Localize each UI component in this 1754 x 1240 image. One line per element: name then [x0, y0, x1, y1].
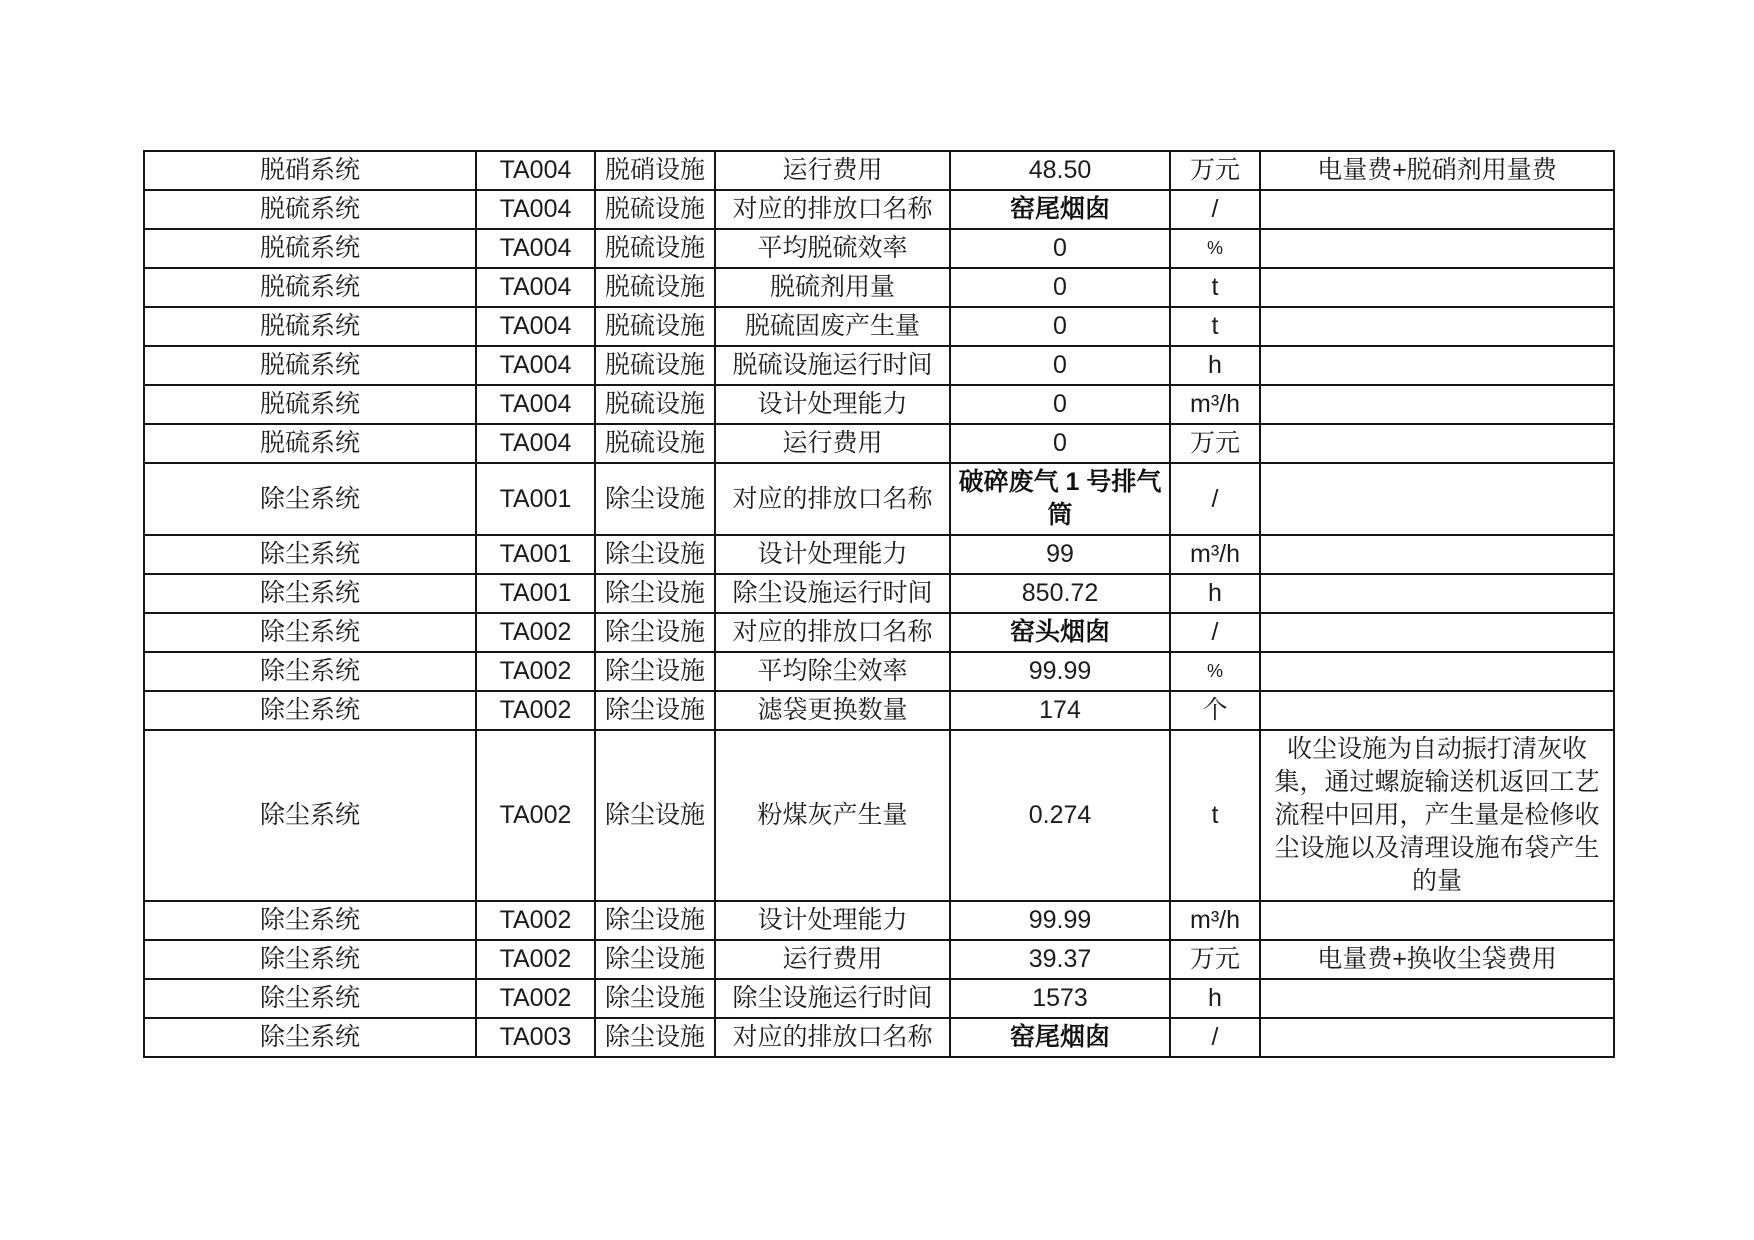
metric-name-cell: 运行费用 — [715, 151, 950, 190]
facility-type-cell: 脱硫设施 — [595, 346, 715, 385]
remark-cell: 电量费+脱硝剂用量费 — [1260, 151, 1614, 190]
table-row — [144, 535, 1614, 574]
facility-type-cell: 除尘设施 — [595, 535, 715, 574]
metric-unit-cell: m³/h — [1170, 535, 1260, 574]
metric-unit-cell: % — [1170, 652, 1260, 691]
metric-value-cell: 0 — [950, 268, 1170, 307]
system-name-cell: 除尘系统 — [144, 574, 476, 613]
outlet-code-cell: TA002 — [476, 691, 595, 730]
table-row — [144, 151, 1614, 190]
facility-type-cell: 除尘设施 — [595, 463, 715, 535]
table-row — [144, 229, 1614, 268]
outlet-code-cell: TA004 — [476, 268, 595, 307]
metric-value-cell: 99 — [950, 535, 1170, 574]
remark-cell — [1260, 385, 1614, 424]
facility-type-cell: 脱硫设施 — [595, 385, 715, 424]
system-name-cell: 除尘系统 — [144, 691, 476, 730]
metric-value-cell: 窑尾烟囱 — [950, 190, 1170, 229]
metric-value-cell: 0 — [950, 385, 1170, 424]
metric-value-cell: 850.72 — [950, 574, 1170, 613]
metric-unit-cell: / — [1170, 1018, 1260, 1057]
metric-unit-cell: m³/h — [1170, 385, 1260, 424]
table-row — [144, 346, 1614, 385]
metric-name-cell: 除尘设施运行时间 — [715, 979, 950, 1018]
facility-type-cell: 除尘设施 — [595, 901, 715, 940]
table-row — [144, 901, 1614, 940]
metric-value-cell: 174 — [950, 691, 1170, 730]
metric-name-cell: 对应的排放口名称 — [715, 1018, 950, 1057]
metric-name-cell: 设计处理能力 — [715, 535, 950, 574]
metric-name-cell: 平均脱硫效率 — [715, 229, 950, 268]
table-row — [144, 613, 1614, 652]
table-row — [144, 190, 1614, 229]
metric-value-cell: 窑头烟囱 — [950, 613, 1170, 652]
table-row — [144, 979, 1614, 1018]
metric-unit-cell: m³/h — [1170, 901, 1260, 940]
metric-value-cell: 99.99 — [950, 901, 1170, 940]
remark-cell — [1260, 574, 1614, 613]
metric-name-cell: 平均除尘效率 — [715, 652, 950, 691]
facility-type-cell: 除尘设施 — [595, 613, 715, 652]
outlet-code-cell: TA002 — [476, 613, 595, 652]
remark-cell — [1260, 901, 1614, 940]
metric-unit-cell: h — [1170, 346, 1260, 385]
table-row — [144, 1018, 1614, 1057]
remark-cell — [1260, 979, 1614, 1018]
facility-type-cell: 除尘设施 — [595, 691, 715, 730]
outlet-code-cell: TA001 — [476, 463, 595, 535]
metric-unit-cell: % — [1170, 229, 1260, 268]
table-row — [144, 463, 1614, 535]
metric-value-cell: 0 — [950, 307, 1170, 346]
system-name-cell: 除尘系统 — [144, 613, 476, 652]
table-row — [144, 940, 1614, 979]
metric-name-cell: 脱硫设施运行时间 — [715, 346, 950, 385]
metric-unit-cell: / — [1170, 190, 1260, 229]
system-name-cell: 除尘系统 — [144, 940, 476, 979]
metric-name-cell: 运行费用 — [715, 424, 950, 463]
metric-name-cell: 对应的排放口名称 — [715, 190, 950, 229]
metric-value-cell: 0 — [950, 346, 1170, 385]
remark-cell — [1260, 424, 1614, 463]
outlet-code-cell: TA003 — [476, 1018, 595, 1057]
metric-value-cell: 48.50 — [950, 151, 1170, 190]
remark-cell — [1260, 268, 1614, 307]
facility-type-cell: 除尘设施 — [595, 1018, 715, 1057]
system-name-cell: 脱硫系统 — [144, 307, 476, 346]
metric-value-cell: 1573 — [950, 979, 1170, 1018]
outlet-code-cell: TA002 — [476, 730, 595, 901]
outlet-code-cell: TA004 — [476, 307, 595, 346]
table-row — [144, 268, 1614, 307]
remark-cell — [1260, 307, 1614, 346]
facility-type-cell: 除尘设施 — [595, 652, 715, 691]
table-row — [144, 307, 1614, 346]
metric-name-cell: 除尘设施运行时间 — [715, 574, 950, 613]
metric-unit-cell: 万元 — [1170, 151, 1260, 190]
metric-unit-cell: t — [1170, 730, 1260, 901]
facility-type-cell: 除尘设施 — [595, 979, 715, 1018]
metric-unit-cell: / — [1170, 613, 1260, 652]
system-name-cell: 除尘系统 — [144, 1018, 476, 1057]
system-name-cell: 除尘系统 — [144, 979, 476, 1018]
outlet-code-cell: TA004 — [476, 190, 595, 229]
metric-value-cell: 窑尾烟囱 — [950, 1018, 1170, 1057]
metric-unit-cell: 万元 — [1170, 940, 1260, 979]
remark-cell — [1260, 346, 1614, 385]
metric-value-cell: 0 — [950, 424, 1170, 463]
table-row — [144, 691, 1614, 730]
outlet-code-cell: TA004 — [476, 151, 595, 190]
remark-cell: 电量费+换收尘袋费用 — [1260, 940, 1614, 979]
system-name-cell: 脱硝系统 — [144, 151, 476, 190]
facility-type-cell: 脱硫设施 — [595, 307, 715, 346]
metric-value-cell: 0.274 — [950, 730, 1170, 901]
metric-unit-cell: / — [1170, 463, 1260, 535]
remark-cell — [1260, 613, 1614, 652]
metric-unit-cell: h — [1170, 979, 1260, 1018]
outlet-code-cell: TA001 — [476, 535, 595, 574]
outlet-code-cell: TA002 — [476, 940, 595, 979]
metric-name-cell: 设计处理能力 — [715, 901, 950, 940]
outlet-code-cell: TA004 — [476, 229, 595, 268]
outlet-code-cell: TA001 — [476, 574, 595, 613]
remark-cell: 收尘设施为自动振打清灰收集，通过螺旋输送机返回工艺流程中回用，产生量是检修收尘设施以及清理设施布袋产生的量 — [1260, 730, 1614, 901]
metric-name-cell: 对应的排放口名称 — [715, 613, 950, 652]
system-name-cell: 脱硫系统 — [144, 190, 476, 229]
remark-cell — [1260, 652, 1614, 691]
system-name-cell: 除尘系统 — [144, 730, 476, 901]
outlet-code-cell: TA002 — [476, 652, 595, 691]
system-name-cell: 脱硫系统 — [144, 346, 476, 385]
metric-value-cell: 破碎废气 1 号排气筒 — [950, 463, 1170, 535]
remark-cell — [1260, 229, 1614, 268]
metric-unit-cell: t — [1170, 307, 1260, 346]
table-row — [144, 424, 1614, 463]
system-name-cell: 脱硫系统 — [144, 268, 476, 307]
metric-name-cell: 脱硫固废产生量 — [715, 307, 950, 346]
facility-type-cell: 除尘设施 — [595, 940, 715, 979]
facility-type-cell: 脱硫设施 — [595, 268, 715, 307]
remark-cell — [1260, 463, 1614, 535]
table-row — [144, 385, 1614, 424]
metric-name-cell: 对应的排放口名称 — [715, 463, 950, 535]
system-name-cell: 除尘系统 — [144, 652, 476, 691]
table-row — [144, 574, 1614, 613]
system-name-cell: 除尘系统 — [144, 463, 476, 535]
metric-value-cell: 99.99 — [950, 652, 1170, 691]
facility-type-cell: 除尘设施 — [595, 730, 715, 901]
metric-name-cell: 脱硫剂用量 — [715, 268, 950, 307]
table-row — [144, 652, 1614, 691]
system-name-cell: 脱硫系统 — [144, 385, 476, 424]
outlet-code-cell: TA004 — [476, 424, 595, 463]
metric-unit-cell: t — [1170, 268, 1260, 307]
facility-type-cell: 脱硫设施 — [595, 190, 715, 229]
outlet-code-cell: TA002 — [476, 979, 595, 1018]
metric-unit-cell: 万元 — [1170, 424, 1260, 463]
metric-unit-cell: 个 — [1170, 691, 1260, 730]
system-name-cell: 除尘系统 — [144, 901, 476, 940]
table-row — [144, 730, 1614, 901]
metric-name-cell: 滤袋更换数量 — [715, 691, 950, 730]
system-name-cell: 脱硫系统 — [144, 229, 476, 268]
outlet-code-cell: TA002 — [476, 901, 595, 940]
metric-name-cell: 粉煤灰产生量 — [715, 730, 950, 901]
system-name-cell: 脱硫系统 — [144, 424, 476, 463]
facility-metrics-table — [143, 150, 1615, 1058]
outlet-code-cell: TA004 — [476, 385, 595, 424]
metric-value-cell: 0 — [950, 229, 1170, 268]
metric-unit-cell: h — [1170, 574, 1260, 613]
metric-value-cell: 39.37 — [950, 940, 1170, 979]
metric-name-cell: 运行费用 — [715, 940, 950, 979]
metric-name-cell: 设计处理能力 — [715, 385, 950, 424]
facility-type-cell: 脱硝设施 — [595, 151, 715, 190]
facility-type-cell: 除尘设施 — [595, 574, 715, 613]
remark-cell — [1260, 535, 1614, 574]
remark-cell — [1260, 1018, 1614, 1057]
remark-cell — [1260, 691, 1614, 730]
facility-type-cell: 脱硫设施 — [595, 229, 715, 268]
remark-cell — [1260, 190, 1614, 229]
system-name-cell: 除尘系统 — [144, 535, 476, 574]
facility-type-cell: 脱硫设施 — [595, 424, 715, 463]
outlet-code-cell: TA004 — [476, 346, 595, 385]
